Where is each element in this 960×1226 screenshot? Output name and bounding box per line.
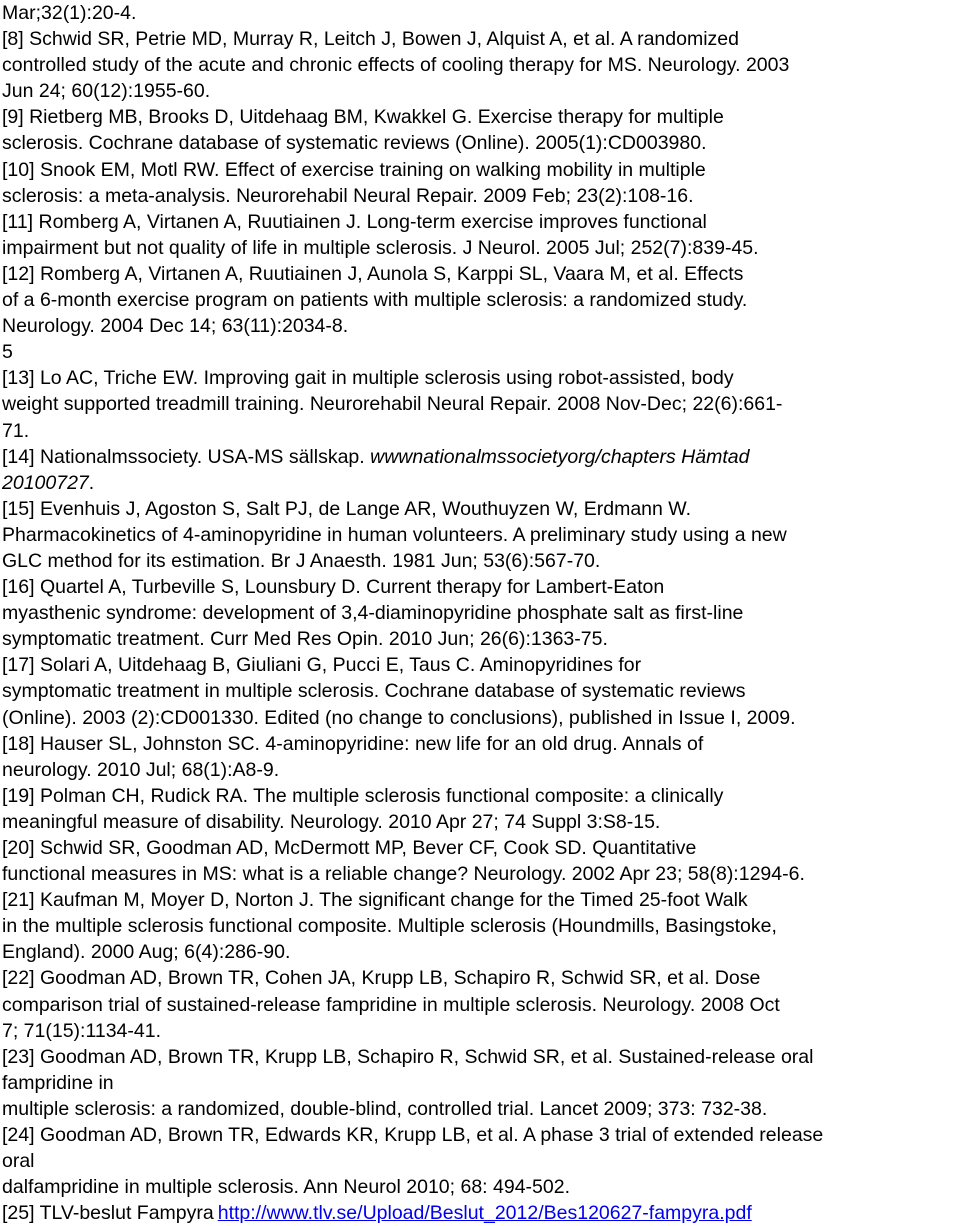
text-line-17: 71. <box>2 419 30 442</box>
text-line-after-9: (Online). 2003 (2):CD001330. Edited (no change to conclusions), published in Issue I, 2009. <box>2 706 796 729</box>
text-line-2: [8] Schwid SR, Petrie MD, Murray R, Leitch J, Bowen J, Alquist A, et al. A randomized <box>2 28 739 51</box>
text-line-15: [13] Lo AC, Triche EW. Improving gait in multiple sclerosis using robot-assisted, body <box>2 367 734 390</box>
text-line-after-13: meaningful measure of disability. Neurology. 2010 Apr 27; 74 Suppl 3:S8-15. <box>2 810 661 833</box>
text-line-after-15: functional measures in MS: what is a reliable change? Neurology. 2002 Apr 23; 58(8):1294-6. <box>2 863 805 886</box>
text-line-after-23: fampridine in <box>2 1071 114 1094</box>
text-line-7: [10] Snook EM, Motl RW. Effect of exercise training on walking mobility in multiple <box>2 158 706 181</box>
reference-14-url-text: wwwnationalmssocietyorg/chapters Hämtad <box>370 445 750 468</box>
text-line-after-14: [20] Schwid SR, Goodman AD, McDermott MP, Bever CF, Cook SD. Quantitative <box>2 837 697 859</box>
text-line-11: [12] Romberg A, Virtanen A, Ruutiainen J, Aunola S, Karppi SL, Vaara M, et al. Effects <box>2 262 744 285</box>
text-line-after-8: symptomatic treatment in multiple sclerosis. Cochrane database of systematic reviews <box>2 680 746 703</box>
text-line-14: 5 <box>2 341 13 364</box>
text-line-after-25: [24] Goodman AD, Brown TR, Edwards KR, Krupp LB, et al. A phase 3 trial of extended release <box>2 1124 824 1147</box>
text-line-after-4: [16] Quartel A, Turbeville S, Lounsbury D. Current therapy for Lambert-Eaton <box>2 576 665 599</box>
text-line-after-21: 7; 71(15):1134-41. <box>2 1019 161 1042</box>
text-line-5: [9] Rietberg MB, Brooks D, Uitdehaag BM, Kwakkel G. Exercise therapy for multiple <box>2 106 724 129</box>
reference-25-text: [25] TLV-beslut Fampyra <box>2 1202 214 1225</box>
text-line-after-22: [23] Goodman AD, Brown TR, Krupp LB, Schapiro R, Schwid SR, et al. Sustained-release oral <box>2 1045 814 1068</box>
text-line-12: of a 6-month exercise program on patients with multiple sclerosis: a randomized study. <box>2 289 748 312</box>
text-line-after-11: neurology. 2010 Jul; 68(1):A8-9. <box>2 758 280 781</box>
text-line-13: Neurology. 2004 Dec 14; 63(11):2034-8. <box>2 315 349 338</box>
reference-25-line <box>2 1200 958 1226</box>
text-line-after-3: GLC method for its estimation. Br J Anaesth. 1981 Jun; 53(6):567-70. <box>2 549 601 572</box>
text-line-6: sclerosis. Cochrane database of systematic reviews (Online). 2005(1):CD003980. <box>2 132 707 155</box>
text-line-after-26: oral <box>2 1150 35 1173</box>
reference-14-text: [14] Nationalmssociety. USA-MS sällskap. <box>2 445 371 468</box>
reference-25-link[interactable]: http://www.tlv.se/Upload/Beslut_2012/Bes120627-fampyra.pdf <box>217 1202 752 1225</box>
text-line-after-17: in the multiple sclerosis functional composite. Multiple sclerosis (Houndmills, Basingstoke, <box>2 915 777 938</box>
text-line-after-10: [18] Hauser SL, Johnston SC. 4-aminopyridine: new life for an old drug. Annals of <box>2 732 704 755</box>
text-line-4: Jun 24; 60(12):1955-60. <box>2 80 211 103</box>
text-line-after-24: multiple sclerosis: a randomized, double-blind, controlled trial. Lancet 2009; 373: 732-38. <box>2 1097 768 1120</box>
text-line-after-5: myasthenic syndrome: development of 3,4-diaminopyridine phosphate salt as first-line <box>2 602 744 625</box>
text-line-3: controlled study of the acute and chronic effects of cooling therapy for MS. Neurology. 2003 <box>2 54 790 77</box>
reference-lines-top <box>2 0 958 444</box>
text-line-after-27: dalfampridine in multiple sclerosis. Ann Neurol 2010; 68: 494-502. <box>2 1176 570 1199</box>
text-line-after-1: [15] Evenhuis J, Agoston S, Salt PJ, de Lange AR, Wouthuyzen W, Erdmann W. <box>2 497 692 520</box>
text-line-after-12: [19] Polman CH, Rudick RA. The multiple sclerosis functional composite: a clinically <box>2 784 724 807</box>
text-line-8: sclerosis: a meta-analysis. Neurorehabil Neural Repair. 2009 Feb; 23(2):108-16. <box>2 184 694 207</box>
reference-14-line-2 <box>2 470 958 496</box>
reference-14-line-1 <box>2 444 958 470</box>
text-line-after-7: [17] Solari A, Uitdehaag B, Giuliani G, Pucci E, Taus C. Aminopyridines for <box>2 654 642 677</box>
text-line-after-2: Pharmacokinetics of 4-aminopyridine in human volunteers. A preliminary study using a new <box>2 523 787 546</box>
reference-14-period: . <box>88 471 95 494</box>
text-line-9: [11] Romberg A, Virtanen A, Ruutiainen J. Long-term exercise improves functional <box>2 210 707 233</box>
text-line-after-16: [21] Kaufman M, Moyer D, Norton J. The significant change for the Timed 25-foot Walk <box>2 889 748 912</box>
reference-14-date: 20100727 <box>2 471 89 494</box>
text-line-10: impairment but not quality of life in multiple sclerosis. J Neurol. 2005 Jul; 252(7):839-45. <box>2 236 759 259</box>
reference-lines-bottom <box>2 496 958 1201</box>
text-line-after-20: comparison trial of sustained-release fampridine in multiple sclerosis. Neurology. 2008 Oct <box>2 993 780 1016</box>
text-line-after-19: [22] Goodman AD, Brown TR, Cohen JA, Krupp LB, Schapiro R, Schwid SR, et al. Dose <box>2 967 761 990</box>
text-line-after-18: England). 2000 Aug; 6(4):286-90. <box>2 941 291 964</box>
text-line-1: Mar;32(1):20-4. <box>2 2 137 24</box>
reference-list <box>2 0 958 1226</box>
text-line-after-6: symptomatic treatment. Curr Med Res Opin. 2010 Jun; 26(6):1363-75. <box>2 628 608 651</box>
text-line-16: weight supported treadmill training. Neurorehabil Neural Repair. 2008 Nov-Dec; 22(6):661- <box>2 393 783 416</box>
